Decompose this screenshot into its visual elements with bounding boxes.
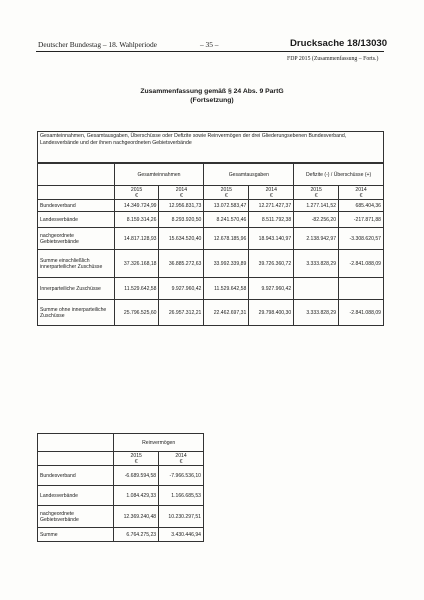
table-year-row — [38, 452, 204, 466]
table-row — [38, 486, 204, 506]
cell-value: 11.529.642,58 — [204, 278, 249, 300]
section-subheader: FDP 2015 (Zusammenfassung – Forts.) — [287, 56, 379, 62]
cell-value: 33.992.339,89 — [204, 250, 249, 278]
table-row — [38, 200, 384, 212]
table-group-row — [38, 434, 204, 452]
table-row — [38, 250, 384, 278]
cell-value: 13.072.583,47 — [204, 200, 249, 212]
cell-value: 14.349.724,99 — [114, 200, 159, 212]
table-row — [38, 278, 384, 300]
cell-value: 12.369.240,48 — [114, 506, 159, 528]
cell-value: 2.138.942,97 — [294, 228, 339, 250]
cell-value: 8.293.920,50 — [159, 212, 204, 228]
group-header: Reinvermögen — [114, 434, 204, 452]
row-label: Innerparteiliche Zuschüsse — [38, 278, 115, 300]
cell-value: 8.159.314,26 — [114, 212, 159, 228]
page-subtitle: (Fortsetzung) — [190, 97, 234, 104]
year-header: 2014 € — [159, 186, 204, 200]
year-header: 2015 € — [114, 452, 159, 466]
cell-value: 6.764.275,23 — [114, 528, 159, 542]
cell-value: -6.689.594,58 — [114, 466, 159, 486]
table-row — [38, 228, 384, 250]
table-row — [38, 300, 384, 326]
cell-value: 12.956.831,73 — [159, 200, 204, 212]
corner-cell — [38, 452, 114, 466]
page-number: – 35 – — [200, 40, 219, 49]
cell-value: -82.256,20 — [294, 212, 339, 228]
cell-value: 37.326.168,18 — [114, 250, 159, 278]
cell-value: 18.943.140,97 — [249, 228, 294, 250]
table-group-row — [38, 164, 384, 186]
cell-value: 1.084.429,33 — [114, 486, 159, 506]
cell-value: 12.678.185,96 — [204, 228, 249, 250]
year-header: 2014 € — [249, 186, 294, 200]
table-year-row — [38, 186, 384, 200]
cell-value: 22.462.697,31 — [204, 300, 249, 326]
net-assets-table — [37, 433, 204, 542]
table-row — [38, 528, 204, 542]
row-label: Bundesverband — [38, 466, 114, 486]
document-number: Drucksache 18/13030 — [290, 38, 388, 49]
cell-value: 12.271.427,37 — [249, 200, 294, 212]
cell-value: 15.634.520,40 — [159, 228, 204, 250]
row-label: Summe einschließlich innerparteilicher Zuschüsse — [38, 250, 115, 278]
row-label: nachgeordnete Gebietsverbände — [38, 228, 115, 250]
table-row — [38, 212, 384, 228]
totals-table — [37, 163, 384, 326]
header-left: Deutscher Bundestag – 18. Wahlperiode — [38, 40, 157, 49]
group-header: Gesamteinnahmen — [114, 164, 204, 186]
cell-value: 14.817.128,93 — [114, 228, 159, 250]
cell-value: 8.241.570,46 — [204, 212, 249, 228]
corner-cell — [38, 164, 115, 186]
page-title: Zusammenfassung gemäß § 24 Abs. 9 PartG — [140, 88, 284, 95]
corner-cell — [38, 434, 114, 452]
group-header: Defizite (-) / Überschüsse (+) — [294, 164, 384, 186]
cell-value: 3.333.828,29 — [294, 300, 339, 326]
cell-value: 36.885.272,63 — [159, 250, 204, 278]
cell-value: -2.841.088,09 — [339, 250, 384, 278]
cell-value: -3.308.620,57 — [339, 228, 384, 250]
year-header: 2015 € — [114, 186, 159, 200]
year-header: 2015 € — [294, 186, 339, 200]
cell-value: 9.927.960,42 — [159, 278, 204, 300]
cell-value: -2.841.088,09 — [339, 300, 384, 326]
cell-value: 9.927.960,42 — [249, 278, 294, 300]
cell-value: 29.798.400,30 — [249, 300, 294, 326]
row-label: Summe — [38, 528, 114, 542]
cell-value: 3.430.446,94 — [159, 528, 204, 542]
cell-value: 10.230.297,51 — [159, 506, 204, 528]
cell-value: 8.511.792,38 — [249, 212, 294, 228]
cell-value: -217.871,88 — [339, 212, 384, 228]
row-label: Landesverbände — [38, 486, 114, 506]
cell-value: 26.957.312,21 — [159, 300, 204, 326]
cell-value: 39.726.360,72 — [249, 250, 294, 278]
year-header: 2014 € — [339, 186, 384, 200]
row-label: Landesverbände — [38, 212, 115, 228]
cell-value: 11.529.642,58 — [114, 278, 159, 300]
cell-value: 1.277.141,52 — [294, 200, 339, 212]
cell-value: 1.166.685,53 — [159, 486, 204, 506]
intro-box: Gesamteinnahmen, Gesamtausgaben, Überschüsse oder Defizite sowie Reinvermögen der drei Gliederungsebenen Bundesverband, Landesverbände und der ihnen nachgeordneten Gebietsverbände — [37, 131, 384, 163]
cell-value: -7.966.536,10 — [159, 466, 204, 486]
cell-value — [339, 278, 384, 300]
group-header: Gesamtausgaben — [204, 164, 294, 186]
cell-value: 25.796.525,60 — [114, 300, 159, 326]
corner-cell — [38, 186, 115, 200]
table-row — [38, 506, 204, 528]
year-header: 2014 € — [159, 452, 204, 466]
row-label: Bundesverband — [38, 200, 115, 212]
row-label: Summe ohne innerparteiliche Zuschüsse — [38, 300, 115, 326]
table-row — [38, 466, 204, 486]
year-header: 2015 € — [204, 186, 249, 200]
cell-value — [294, 278, 339, 300]
row-label: nachgeordnete Gebietsverbände — [38, 506, 114, 528]
cell-value: 685.404,36 — [339, 200, 384, 212]
cell-value: 3.333.828,29 — [294, 250, 339, 278]
header-rule — [36, 51, 384, 52]
